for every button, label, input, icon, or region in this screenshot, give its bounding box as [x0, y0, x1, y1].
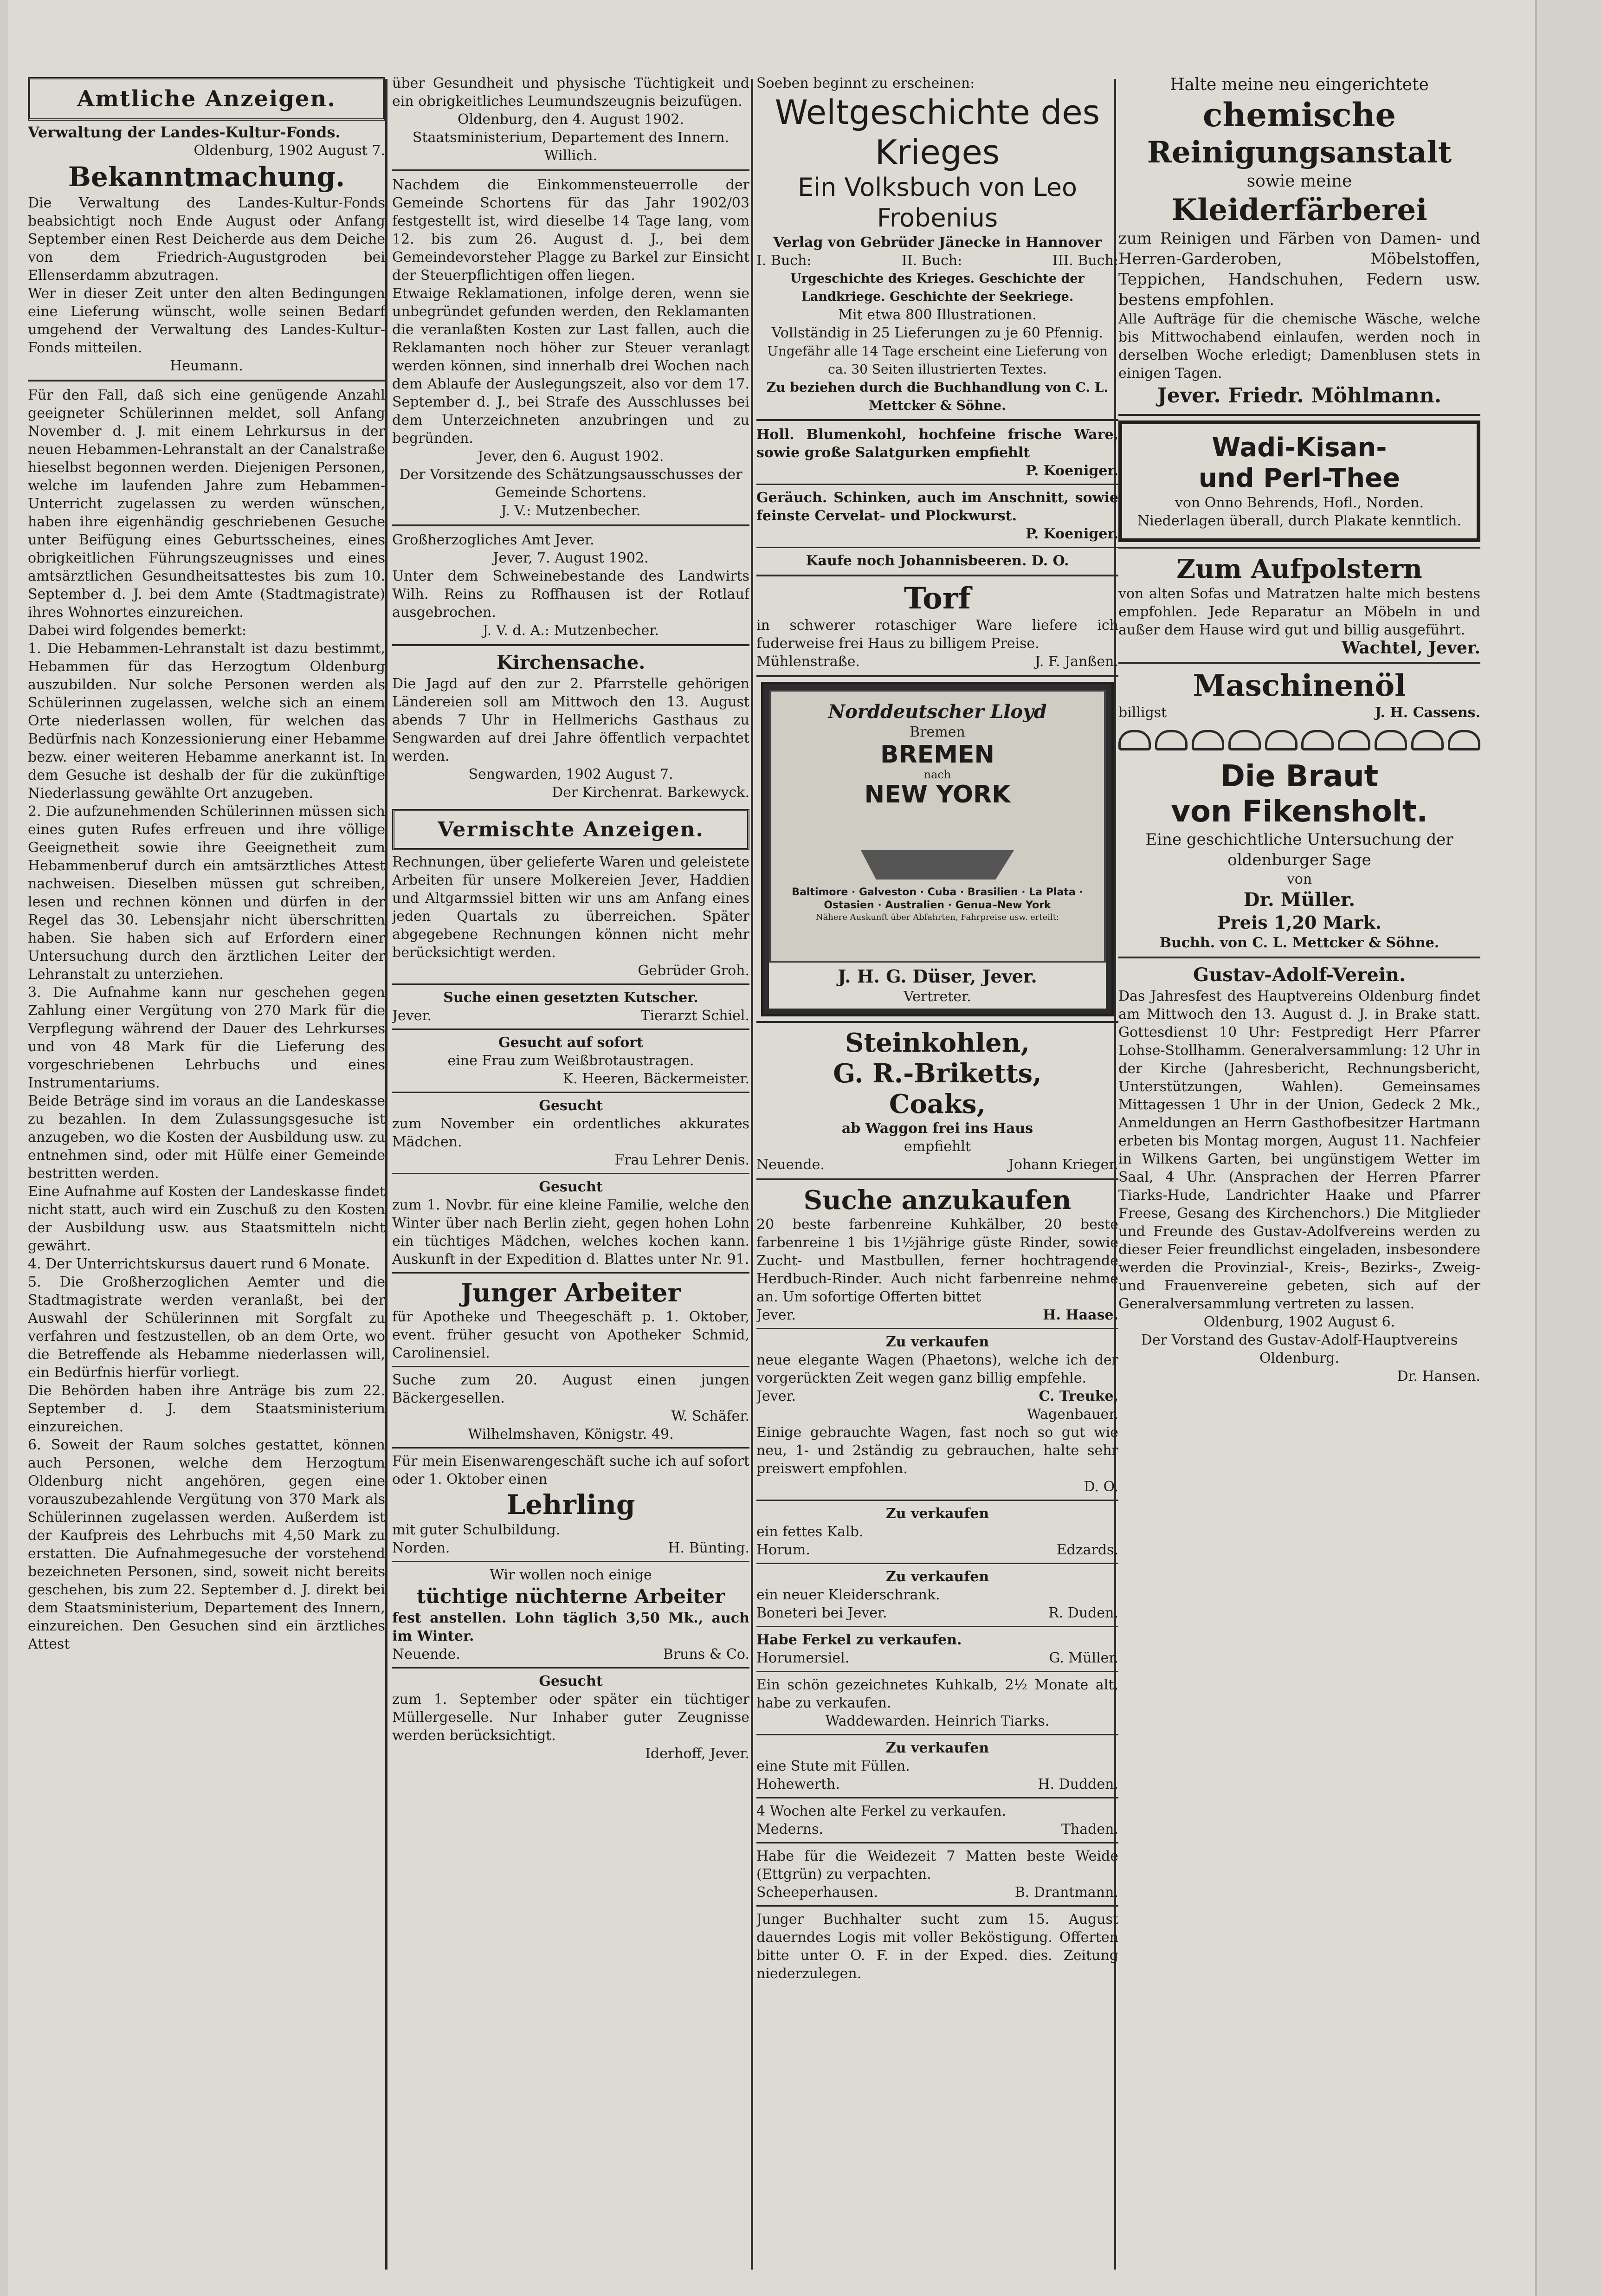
paragraph: 4. Der Unterrichtskursus dauert rund 6 Monate. — [28, 1256, 370, 1272]
ad-heading: Zu verkaufen — [885, 1569, 989, 1585]
advertiser: W. Schäfer. — [671, 1408, 749, 1424]
ad-text: Alle Aufträge für die chemische Wäsche, welche bis Mittwochabend einlaufen, werden noch in derselben Woche erledigt; Damenblusen stets in einigen Tagen. — [1118, 311, 1480, 382]
paragraph: Die Jagd auf den zur 2. Pfarrstelle gehörigen Ländereien soll am Mittwoch den 13. August abends 7 Uhr in Hellmerichs Gasthaus zu Sengwarden auf drei Jahre öffentlich verpachtet werden. — [392, 676, 749, 764]
advertiser-role: Wagenbauer. — [1026, 1406, 1118, 1423]
paragraph: 1. Die Hebammen-Lehranstalt ist dazu bestimmt, Hebammen für das Herzogtum Oldenburg auszubilden. Nur solche Personen werden als Schülerinnen zugelassen, welche sich an einem Orte niederlassen wollen, für welchen das Bedürfnis nach Konzessionierung einer Hebamme bezw. einer weiteren Hebamme anerkannt ist. In dem Gesuche ist deshalb der für die zukünftige Niederlassung gewählte Ort anzugeben. — [28, 640, 385, 802]
divider — [392, 1272, 749, 1274]
divider — [392, 1173, 749, 1174]
divider — [756, 1905, 1118, 1907]
ad-text: Ungefähr alle 14 Tage erscheint eine Lieferung von ca. 30 Seiten illustrierten Textes. — [767, 343, 1108, 377]
agent: J. H. G. Düser, Jever. — [838, 966, 1037, 987]
divider — [756, 1734, 1118, 1735]
ad-heading: chemische — [1202, 96, 1396, 134]
book-title: von Fikensholt. — [1171, 795, 1428, 829]
price: Preis 1,20 Mark. — [1217, 912, 1382, 933]
advertiser: B. Drantmann. — [1014, 1884, 1118, 1901]
poster-line: Nähere Auskunft über Abfahrten, Fahrpreise usw. erteilt: — [815, 912, 1059, 922]
paragraph: 3. Die Aufnahme kann nur geschehen gegen Zahlung einer Vergütung von 270 Mark für die Verpflegung während der Dauer des Lehrkurses und von 48 Mark für die Lieferung des vorgeschriebenen Lehrbuchs und eines Instrumentariums. — [28, 984, 385, 1091]
ad-heading: Kirchensache. — [496, 652, 646, 673]
place: Horumersiel. — [756, 1650, 850, 1666]
ornament-icon — [1411, 730, 1444, 750]
divider — [28, 380, 385, 382]
advertiser: H. Dudden. — [1038, 1776, 1118, 1792]
ad-text: ein fettes Kalb. — [756, 1524, 864, 1540]
signature: Willich. — [544, 148, 598, 164]
divider — [756, 1328, 1118, 1329]
divider — [1118, 662, 1480, 664]
paragraph: 6. Soweit der Raum solches gestattet, können auch Personen, welche dem Herzogtum Oldenburg nicht angehören, gegen eine vorauszubezahlende Vergütung von 370 Mark als Schülerinnen zugelassen werden. Außerdem ist der Kaufpreis des Lehrbuchs mit 4,50 Mark zu erstatten. Die Aufnahmegesuche der vorstehend bezeichneten Personen, sind, soweit nicht bereits geschehen, bis zum 22. September d. J. direkt bei dem Staatsministerium, Departement des Innern, einzureichen. Den Gesuchen sind ein ärztliches Attest — [28, 1437, 385, 1652]
paragraph: Die Behörden haben ihre Anträge bis zum 22. September d. J. dem Staatsministerium einzureichen. — [28, 1383, 385, 1435]
advertiser: Frau Lehrer Denis. — [614, 1152, 749, 1168]
advertiser: Thaden. — [1061, 1821, 1118, 1837]
advertiser: H. Bünting. — [668, 1540, 749, 1556]
ad-text: von Onno Behrends, Hofl., Norden. Niederlagen überall, durch Plakate kenntlich. — [1137, 495, 1462, 529]
ad-text: zum Reinigen und Färben von Damen- und Herren-Garderoben, Möbelstoffen, Teppichen, Handschuhen, Federn usw. bestens empfohlen. — [1118, 229, 1480, 309]
ad-text: in schwerer rotaschiger Ware liefere ich fuderweise frei Haus zu billigem Preise. — [756, 617, 1118, 652]
place: billigst — [1118, 705, 1167, 721]
place: Boneteri bei Jever. — [756, 1605, 887, 1621]
advertiser: C. Treuke, — [1039, 1388, 1118, 1404]
book-volumes — [756, 252, 1118, 270]
ad-heading: Steinkohlen, — [845, 1028, 1030, 1058]
ad-heading: Coaks, — [889, 1089, 986, 1119]
divider — [392, 1667, 749, 1669]
ornament-icon — [1301, 730, 1334, 750]
volume-titles: Urgeschichte des Krieges. Geschichte der Landkriege. Geschichte der Seekriege. — [790, 272, 1085, 304]
ornament-icon — [1448, 730, 1480, 750]
publisher: Verlag von Gebrüder Jänecke in Hannover — [773, 234, 1102, 251]
paragraph: Etwaige Reklamationen, infolge deren, wenn sie unbegründet gefunden werden, den Reklamanten die veranlaßten Kosten zur Last fallen, auch die Reklamanten noch höher zur Steuer veranlagt werden können, sind innerhalb drei Wochen nach dem Ablaufe der Auslegungszeit, also vor dem 17. September d. J., bei Strafe des Ausschlusses bei dem Unterzeichneten anzubringen und zu begründen. — [392, 285, 749, 446]
place: Neuende. — [392, 1646, 460, 1662]
ad-heading: Torf — [904, 581, 971, 616]
ad-heading: tüchtige nüchterne Arbeiter — [416, 1585, 725, 1608]
ad-text: empfiehlt — [904, 1138, 971, 1155]
dateline: Sengwarden, 1902 August 7. — [468, 766, 673, 783]
ad-heading: G. R.-Briketts, — [833, 1058, 1042, 1089]
advertiser: J. H. Cassens. — [1375, 705, 1480, 721]
divider — [392, 1447, 749, 1449]
divider — [756, 675, 1118, 677]
divider — [756, 1500, 1118, 1501]
paragraph: Für den Fall, daß sich eine genügende Anzahl geeigneter Schülerinnen meldet, soll Anfang November d. J. mit einem Lehrkursus in der neuen Hebammen-Lehranstalt an der Canalstraße hieselbst begonnen werden. Diejenigen Personen, welche im laufenden Jahre zum Hebammen-Unterricht zugelassen zu werden wünschen, haben ihre eigenhändig geschriebenen Gesuche unter Beifügung eines Geburtsscheines, eines obrigkeitlichen Führungszeugnisses und eines amtsärztlichen Gesundheitsattestes bis zum 10. September d. J. bei dem Amte (Stadtmagistrate) ihres Wohnortes einzureichen. — [28, 387, 385, 621]
ad-footer — [392, 1645, 749, 1663]
advertiser: Tierarzt Schiel. — [640, 1008, 749, 1024]
signature: J. V. d. A.: Mutzenbecher. — [483, 622, 659, 639]
ad-heading: Suche einen gesetzten Kutscher. — [443, 990, 698, 1006]
ad-text: Junger Buchhalter sucht zum 15. August dauerndes Logis mit voller Beköstigung. Offerten bitte unter O. F. in der Exped. dies. Zeitung niederzulegen. — [756, 1911, 1118, 1982]
ad-heading: Junger Arbeiter — [460, 1278, 681, 1307]
paragraph: über Gesundheit und physische Tüchtigkeit und ein obrigkeitliches Leumundszeugnis beizufügen. — [392, 75, 749, 110]
ornament-border — [1118, 730, 1480, 750]
ad-text: für Apotheke und Theegeschäft p. 1. Oktober, event. früher gesucht von Apotheker Schmid, Carolinensiel. — [392, 1309, 749, 1361]
ad-text: Soeben beginnt zu erscheinen: — [756, 75, 975, 91]
ornament-icon — [1118, 730, 1151, 750]
ad-text: von alten Sofas und Matratzen halte mich bestens empfohlen. Jede Reparatur an Möbeln in und außer dem Hause wird gut und billig ausgeführt. — [1118, 586, 1480, 638]
column-1 — [28, 74, 385, 2274]
ad-heading: Kleiderfärberei — [1171, 193, 1427, 227]
agent-role: Vertreter. — [904, 989, 971, 1005]
ad-text: 4 Wochen alte Ferkel zu verkaufen. — [756, 1803, 1007, 1819]
ornament-icon — [1338, 730, 1370, 750]
dateline: Jever, 7. August 1902. — [493, 550, 649, 566]
ad-footer — [1118, 704, 1480, 722]
tea-ad-box — [1118, 420, 1480, 542]
divider — [756, 1178, 1118, 1180]
ad-heading: Gesucht auf sofort — [498, 1035, 643, 1051]
signature: Der Kirchenrat. Barkewyck. — [552, 784, 749, 801]
advertiser: Edzards. — [1056, 1542, 1118, 1558]
ad-text: zum November ein ordentliches akkurates Mädchen. — [392, 1116, 749, 1150]
ad-text: Für mein Eisenwarengeschäft suche ich auf sofort oder 1. Oktober einen — [392, 1453, 749, 1488]
signature: Der Vorsitzende des Schätzungsausschusses der Gemeinde Schortens. — [399, 466, 742, 501]
place: Mederns. — [756, 1821, 824, 1837]
place: Jever. — [756, 1388, 796, 1404]
book-title: Die Braut — [1220, 759, 1379, 794]
ornament-icon — [1155, 730, 1188, 750]
misc-header-frame — [392, 809, 749, 850]
dateline: Jever, den 6. August 1902. — [478, 448, 664, 465]
ad-text: eine Frau zum Weißbrotaustragen. — [447, 1053, 694, 1069]
volume-label: I. Buch: — [756, 252, 812, 269]
ad-footer — [392, 1007, 749, 1025]
ad-heading: Zu verkaufen — [885, 1334, 989, 1350]
divider — [392, 1028, 749, 1030]
ornament-icon — [1375, 730, 1407, 750]
poster-footer — [769, 963, 1106, 1009]
divider — [756, 419, 1118, 421]
ad-text: Suche zum 20. August einen jungen Bäckergesellen. — [392, 1372, 749, 1406]
notice-title: Bekanntmachung. — [68, 161, 345, 193]
ad-text: Holl. Blumenkohl, hochfeine frische Ware, sowie große Salatgurken empfiehlt — [756, 427, 1118, 461]
advertiser: H. Haase. — [1043, 1307, 1118, 1323]
place: Neuende. — [756, 1157, 825, 1173]
divider — [1118, 547, 1480, 549]
ad-text: Kaufe noch Johannisbeeren. D. O. — [806, 553, 1069, 569]
divider — [756, 1842, 1118, 1843]
poster-image — [769, 690, 1106, 963]
paragraph: Eine Aufnahme auf Kosten der Landeskasse findet nicht statt, auch wird ein Zuschuß zu den Kosten der Ausbildung usw. aus Staatsmitteln nicht gewährt. — [28, 1184, 385, 1254]
ad-text: ein neuer Kleiderschrank. — [756, 1587, 940, 1603]
ad-text: neue elegante Wagen (Phaetons), welche ich der vorgerückten Zeit wegen ganz billig empfehle. — [756, 1352, 1118, 1386]
ad-text: Vollständig in 25 Lieferungen zu je 60 Pfennig. — [771, 325, 1104, 341]
paragraph: Dabei wird folgendes bemerkt: — [28, 622, 247, 639]
column-4 — [1118, 74, 1480, 2274]
poster-line: Bremen — [910, 724, 965, 740]
advertiser: G. Müller. — [1049, 1650, 1118, 1666]
ad-footer — [756, 1649, 1118, 1667]
ad-footer — [756, 653, 1118, 671]
ad-text: zum 1. September oder später ein tüchtiger Müllergeselle. Nur Inhaber guter Zeugnisse werden berücksichtigt. — [392, 1691, 749, 1744]
paragraph: Rechnungen, über gelieferte Waren und geleistete Arbeiten für unsere Molkereien Jever, Haddien und Altgarmssiel bitten wir uns am Anfang eines jeden Quartals zu überreichen. Später abgegebene Rechnungen können nicht mehr berücksichtigt werden. — [392, 854, 749, 961]
paragraph: 5. Die Großherzoglichen Aemter und die Stadtmagistrate werden veranlaßt, bei der Auswahl der Schülerinnen mit Sorgfalt zu verfahren und festzustellen, ob an dem Orte, wo die Betreffende als Hebamme niederlassen will, ein Bedürfnis hierfür vorliegt. — [28, 1274, 385, 1381]
ad-text: 20 beste farbenreine Kuhkälber, 20 beste farbenreine 1 bis 1½jährige güste Rinder, sowie Zucht- und Mastbullen, ferner hochtragende Herdbuch-Rinder. Auch nicht farbenreine nehme an. Um sofortige Offerten bittet — [756, 1216, 1118, 1305]
place: Horum. — [756, 1542, 810, 1558]
paragraph: 2. Die aufzunehmenden Schülerinnen müssen sich eines guten Rufes erfreuen und ihre völlige Geeignetheit sowie ihre Geeignetheit zum Hebammenberuf durch ein amtsärztliches Attest nachweisen. Dieselben müssen gut schreiben, lesen und rechnen können und dürfen in der Regel das 30. Lebensjahr nicht überschritten haben. Sie haben sich auf Erfordern einer Untersuchung durch den ärztlichen Leiter der Lehranstalt zu unterziehen. — [28, 803, 385, 983]
advertiser: Johann Krieger. — [1008, 1157, 1118, 1173]
signature: Dr. Hansen. — [1397, 1368, 1480, 1384]
ad-heading: Maschinenöl — [1193, 668, 1406, 703]
ad-text: fest anstellen. Lohn täglich 3,50 Mk., auch im Winter. — [392, 1610, 749, 1644]
paragraph: Beide Beträge sind im voraus an die Landeskasse zu bezahlen. In dem Zulassungsgesuche ist anzugeben, wo die Kosten der Ausbildung usw. zu entnehmen sind, oder mit Hülfe einer Gemeinde bestritten werden. — [28, 1093, 385, 1182]
place: Jever. — [756, 1307, 796, 1323]
ministry: Staatsministerium, Departement des Innern. — [412, 129, 729, 146]
divider — [756, 547, 1118, 548]
ad-heading: Gesucht — [539, 1673, 603, 1689]
divider — [1118, 414, 1480, 416]
poster-line: NEW YORK — [864, 781, 1011, 808]
ad-text: Wir wollen noch einige — [490, 1567, 652, 1583]
ad-footer — [756, 1604, 1118, 1622]
divider — [392, 1366, 749, 1367]
ad-heading: Gesucht — [539, 1098, 603, 1114]
ad-text: Halte meine neu eingerichtete — [1170, 75, 1429, 94]
divider — [392, 1561, 749, 1562]
ad-footer — [756, 1883, 1118, 1901]
advertiser: P. Koeniger. — [1026, 526, 1118, 542]
ad-footer — [392, 1539, 749, 1557]
volume-label: III. Buch: — [1052, 252, 1118, 269]
advertiser: D. O. — [1084, 1479, 1118, 1495]
ad-footer — [756, 1541, 1118, 1559]
author: Dr. Müller. — [1243, 889, 1356, 911]
official-header-frame — [28, 77, 385, 121]
dateline: Oldenburg, 1902 August 6. — [1203, 1314, 1395, 1330]
ad-footer — [756, 1775, 1118, 1793]
ship-illustration — [861, 815, 1014, 880]
page-edge — [1535, 0, 1601, 2296]
place: Mühlenstraße. — [756, 653, 860, 670]
ad-text: Zu beziehen durch die Buchhandlung von C. L. Mettcker & Söhne. — [766, 380, 1109, 413]
advertiser: Bruns & Co. — [663, 1646, 749, 1662]
ornament-icon — [1192, 730, 1224, 750]
ad-heading: Zu verkaufen — [885, 1740, 989, 1756]
address: Wilhelmshaven, Königstr. 49. — [468, 1426, 674, 1442]
ad-heading: Gustav-Adolf-Verein. — [1193, 964, 1406, 986]
advertiser: J. F. Janßen. — [1035, 653, 1118, 670]
ad-heading: und Perl-Thee — [1198, 463, 1401, 493]
place: Jever. — [392, 1008, 432, 1024]
divider — [392, 1092, 749, 1093]
signature: J. V.: Mutzenbecher. — [501, 503, 641, 519]
authority: Großherzogliches Amt Jever. — [392, 532, 594, 548]
column-rule — [751, 79, 753, 2270]
ad-footer — [756, 1387, 1118, 1405]
ad-text: Das Jahresfest des Hauptvereins Oldenburg findet am Mittwoch den 13. August d. J. in Brake statt. Gottesdienst 10 Uhr: Festpredigt Herr Pfarrer Lohse-Stollhamm. Generalversammlung: 12 Uhr in der Kirche (Jahresbericht, Rechnungsbericht, Unterstützungen, Wahlen). Gemeinsames Mittagessen 1 Uhr in der Union, Gedeck 2 Mk., Anmeldungen an Herrn Gasthofbesitzer Hartmann erbeten bis Montag morgen, August 11. Nachfeier in Wilkens Garten, bei ungünstigem Wetter im Saal, 4 Uhr. (Ansprachen der Herren Pfarrer Tiarks-Hude, Landrichter Haake und Pfarrer Freese, Gesang des Kirchenchors.) Die Mitglieder und Freunde des Gustav-Adolfvereins werden zu dieser Feier freundlichst eingeladen, insbesondere werden die Provinzial-, Kreis-, Bezirks-, Zweig- und Frauenvereine gebeten, sich auf der Generalversammlung vertreten zu lassen. — [1118, 988, 1480, 1312]
divider — [392, 644, 749, 646]
publisher: Buchh. von C. L. Mettcker & Söhne. — [1159, 935, 1440, 951]
ad-text: Ein schön gezeichnetes Kuhkalb, 2½ Monate alt, habe zu verkaufen. — [756, 1677, 1118, 1711]
advertiser: Iderhoff, Jever. — [645, 1746, 749, 1762]
ad-text: zum 1. Novbr. für eine kleine Familie, welche den Winter über nach Berlin zieht, gegen hohen Lohn ein tüchtiges Mädchen, welches kochen kann. Auskunft in der Expedition d. Blattes unter Nr. 91. — [392, 1197, 749, 1268]
ornament-icon — [1228, 730, 1261, 750]
divider — [756, 575, 1118, 576]
lloyd-poster — [761, 682, 1114, 1016]
divider — [392, 983, 749, 985]
volume-label: II. Buch: — [901, 252, 962, 269]
section-header: Amtliche Anzeigen. — [77, 86, 336, 112]
notice-text: Die Verwaltung des Landes-Kultur-Fonds beabsichtigt noch Ende August oder Anfang September einen Rest Deicherde aus dem Deiche von dem Friedrich-Augustgroden bei Ellenserdamm abzutragen. — [28, 195, 385, 284]
divider — [756, 1563, 1118, 1564]
divider — [392, 524, 749, 526]
advertiser: R. Duden. — [1048, 1605, 1118, 1621]
advertiser: Waddewarden. Heinrich Tiarks. — [825, 1713, 1050, 1729]
poster-line: Baltimore · Galveston · Cuba · Brasilien · La Plata · Ostasien · Australien · Genua–New York — [792, 886, 1083, 911]
section-header: Vermischte Anzeigen. — [438, 818, 704, 841]
divider — [756, 1797, 1118, 1798]
place: Scheeperhausen. — [756, 1884, 878, 1901]
authority: Verwaltung der Landes-Kultur-Fonds. — [28, 123, 341, 141]
ad-heading: Suche anzukaufen — [803, 1185, 1072, 1216]
ad-text: sowie meine — [1246, 172, 1352, 191]
ad-heading: Wadi-Kisan- — [1212, 433, 1387, 463]
advertiser: Jever. Friedr. Möhlmann. — [1157, 384, 1442, 407]
book-subtitle: Ein Volksbuch von Leo Frobenius — [797, 173, 1078, 233]
ad-text: Habe Ferkel zu verkaufen. — [756, 1632, 962, 1648]
signature: Der Vorstand des Gustav-Adolf-Hauptvereins Oldenburg. — [1141, 1332, 1458, 1366]
signature: Gebrüder Groh. — [638, 963, 749, 979]
signature: Heumann. — [170, 358, 243, 374]
advertiser: K. Heeren, Bäckermeister. — [562, 1071, 749, 1087]
column-rule — [385, 79, 387, 2270]
dateline: Oldenburg, den 4. August 1902. — [458, 111, 684, 128]
ad-text: von — [1286, 871, 1312, 887]
book-title: Weltgeschichte des Krieges — [775, 93, 1100, 172]
ornament-icon — [1265, 730, 1298, 750]
column-3 — [756, 74, 1118, 2274]
divider — [756, 484, 1118, 485]
place: Norden. — [392, 1540, 450, 1556]
ad-text: eine Stute mit Füllen. — [756, 1758, 910, 1774]
divider — [392, 169, 749, 171]
ad-heading: Reinigungsanstalt — [1147, 135, 1452, 170]
advertiser: Wachtel, Jever. — [1342, 638, 1480, 658]
ad-text: Habe für die Weidezeit 7 Matten beste Weide (Ettgrün) zu verpachten. — [756, 1848, 1118, 1882]
divider — [756, 1671, 1118, 1672]
ad-heading: Gesucht — [539, 1179, 603, 1195]
ad-text: ab Waggon frei ins Haus — [841, 1120, 1033, 1137]
advertiser: P. Koeniger. — [1026, 463, 1118, 479]
column-2 — [392, 74, 749, 2274]
place: Hohewerth. — [756, 1776, 840, 1792]
notice-text: Wer in dieser Zeit unter den alten Bedingungen eine Lieferung wünscht, wolle seinen Bedarf umgehend der Verwaltung des Landes-Kultur-Fonds mitteilen. — [28, 285, 385, 356]
paragraph: Nachdem die Einkommensteuerrolle der Gemeinde Schortens für das Jahr 1902/03 festgestellt ist, wird dieselbe 14 Tage lang, vom 12. bis zum 26. August d. J., bei dem Gemeindevorsteher Plagge zu Barkel zur Einsicht der Steuerpflichtigen offen liegen. — [392, 177, 749, 284]
ad-heading: Zum Aufpolstern — [1176, 554, 1422, 584]
divider — [756, 1626, 1118, 1627]
ad-footer — [756, 1156, 1118, 1174]
poster-line: BREMEN — [880, 741, 994, 769]
poster-line: nach — [923, 768, 951, 781]
poster-line: Norddeutscher Lloyd — [828, 701, 1047, 723]
ad-text: Mit etwa 800 Illustrationen. — [838, 307, 1037, 323]
ad-heading: Zu verkaufen — [885, 1506, 989, 1522]
divider — [756, 1021, 1118, 1023]
ad-footer — [756, 1306, 1118, 1324]
divider — [1118, 957, 1480, 958]
paragraph: Unter dem Schweinebestande des Landwirts Wilh. Reins zu Roffhausen ist der Rotlauf ausgebrochen. — [392, 568, 749, 621]
ad-text: Geräuch. Schinken, auch im Anschnitt, sowie feinste Cervelat- und Plockwurst. — [756, 490, 1118, 524]
ad-text: Einige gebrauchte Wagen, fast noch so gut wie neu, 1- und 2ständig zu gebrauchen, halte sehr preiswert empfohlen. — [756, 1424, 1118, 1477]
ad-text: Eine geschichtliche Untersuchung der oldenburger Sage — [1145, 830, 1453, 869]
ad-footer — [756, 1820, 1118, 1838]
ad-text: mit guter Schulbildung. — [392, 1522, 561, 1538]
ad-heading: Lehrling — [506, 1489, 635, 1520]
dateline: Oldenburg, 1902 August 7. — [194, 142, 385, 159]
